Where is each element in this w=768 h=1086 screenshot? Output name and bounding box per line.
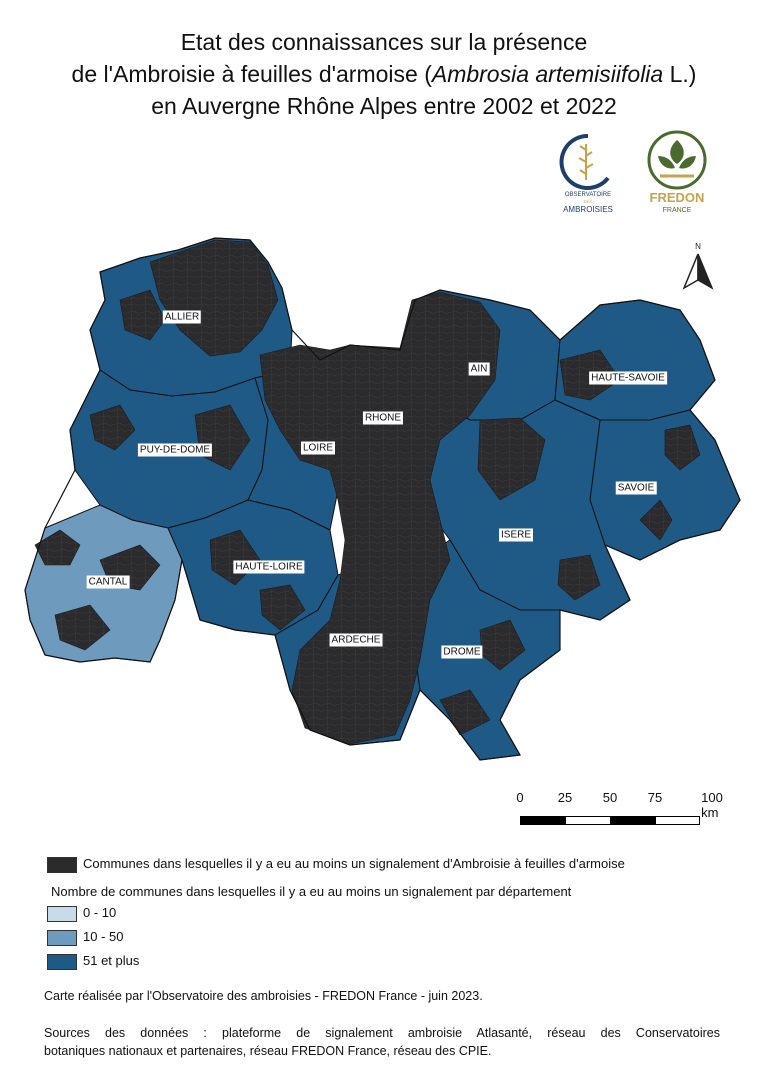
observatoire-logo-text-2: DES: [583, 199, 593, 204]
dept-label-allier: ALLIER: [164, 311, 200, 323]
dept-label-isere: ISERE: [500, 529, 532, 541]
legend-class-10-50: [47, 929, 123, 946]
scale-label-75: 75: [647, 790, 663, 805]
legend-swatch-51-plus: [47, 954, 77, 970]
observatoire-ambroisies-logo: [552, 130, 624, 216]
dept-label-rhone: RHONE: [364, 412, 402, 424]
scale-label-100: 100 km: [701, 790, 723, 820]
legend-class-51-plus-label: 51 et plus: [83, 953, 140, 968]
observatoire-logo-text-1: OBSERVATOIRE: [564, 192, 612, 198]
north-arrow-label: N: [695, 242, 701, 251]
map-sources: [44, 1024, 720, 1060]
legend-class-0-10: [47, 905, 116, 922]
title-line-3: en Auvergne Rhône Alpes entre 2002 et 2022: [151, 93, 617, 119]
sources-line-1: Sources des données : plateforme de signalement ambroisie Atlasanté, réseau des Conservatoires: [44, 1026, 720, 1040]
fredon-logo-text: FREDON: [649, 190, 705, 205]
legend-swatch-communes: [47, 857, 77, 873]
dept-label-ain: AIN: [470, 363, 488, 375]
scale-segment-4: [655, 816, 700, 825]
legend-communes-label: Communes dans lesquelles il y a eu au moins un signalement d'Ambroisie à feuilles d'armoise: [83, 856, 625, 871]
legend-communes: [47, 856, 625, 873]
title-species-name: Ambrosia artemisiifolia: [431, 61, 664, 87]
scale-label-50: 50: [602, 790, 618, 805]
dept-label-puy-de-dome: PUY-DE-DOME: [139, 444, 211, 456]
region-map: [0, 225, 768, 770]
title-line-2-prefix: de l'Ambroisie à feuilles d'armoise (: [71, 61, 432, 87]
sources-line-2: botaniques nationaux et partenaires, réseau FREDON France, réseau des CPIE.: [44, 1044, 492, 1058]
legend-swatch-10-50: [47, 930, 77, 946]
dept-label-cantal: CANTAL: [88, 576, 128, 588]
legend-class-51-plus: [47, 953, 139, 970]
title-line-2-suffix: L.): [663, 61, 697, 87]
observatoire-logo-text-3: AMBROISIES: [563, 205, 613, 214]
legend-class-0-10-label: 0 - 10: [83, 905, 117, 920]
title-line-1: Etat des connaissances sur la présence: [180, 29, 588, 55]
legend-swatch-0-10: [47, 906, 77, 922]
map-title: [0, 26, 768, 122]
dept-label-savoie: SAVOIE: [617, 482, 655, 494]
fredon-logo-subtext: FRANCE: [662, 207, 692, 214]
dept-label-haute-loire: HAUTE-LOIRE: [235, 561, 303, 573]
scale-label-25: 25: [557, 790, 573, 805]
scale-segment-2: [565, 816, 611, 825]
dept-label-haute-savoie: HAUTE-SAVOIE: [591, 372, 665, 384]
map-credit: Carte réalisée par l'Observatoire des ambroisies - FREDON France - juin 2023.: [44, 989, 483, 1003]
scale-segment-1: [520, 816, 566, 825]
title-line-2: [0, 58, 768, 90]
dept-label-loire: LOIRE: [302, 442, 334, 454]
scale-bar: [515, 790, 723, 830]
scale-segment-3: [610, 816, 656, 825]
dept-label-ardeche: ARDECHE: [331, 634, 381, 646]
legend-class-10-50-label: 10 - 50: [83, 929, 124, 944]
legend-classes-title: Nombre de communes dans lesquelles il y a eu au moins un signalement par département: [51, 884, 572, 899]
fredon-france-logo: [642, 126, 716, 216]
scale-label-0: 0: [516, 790, 524, 805]
dept-label-drome: DROME: [443, 646, 481, 658]
